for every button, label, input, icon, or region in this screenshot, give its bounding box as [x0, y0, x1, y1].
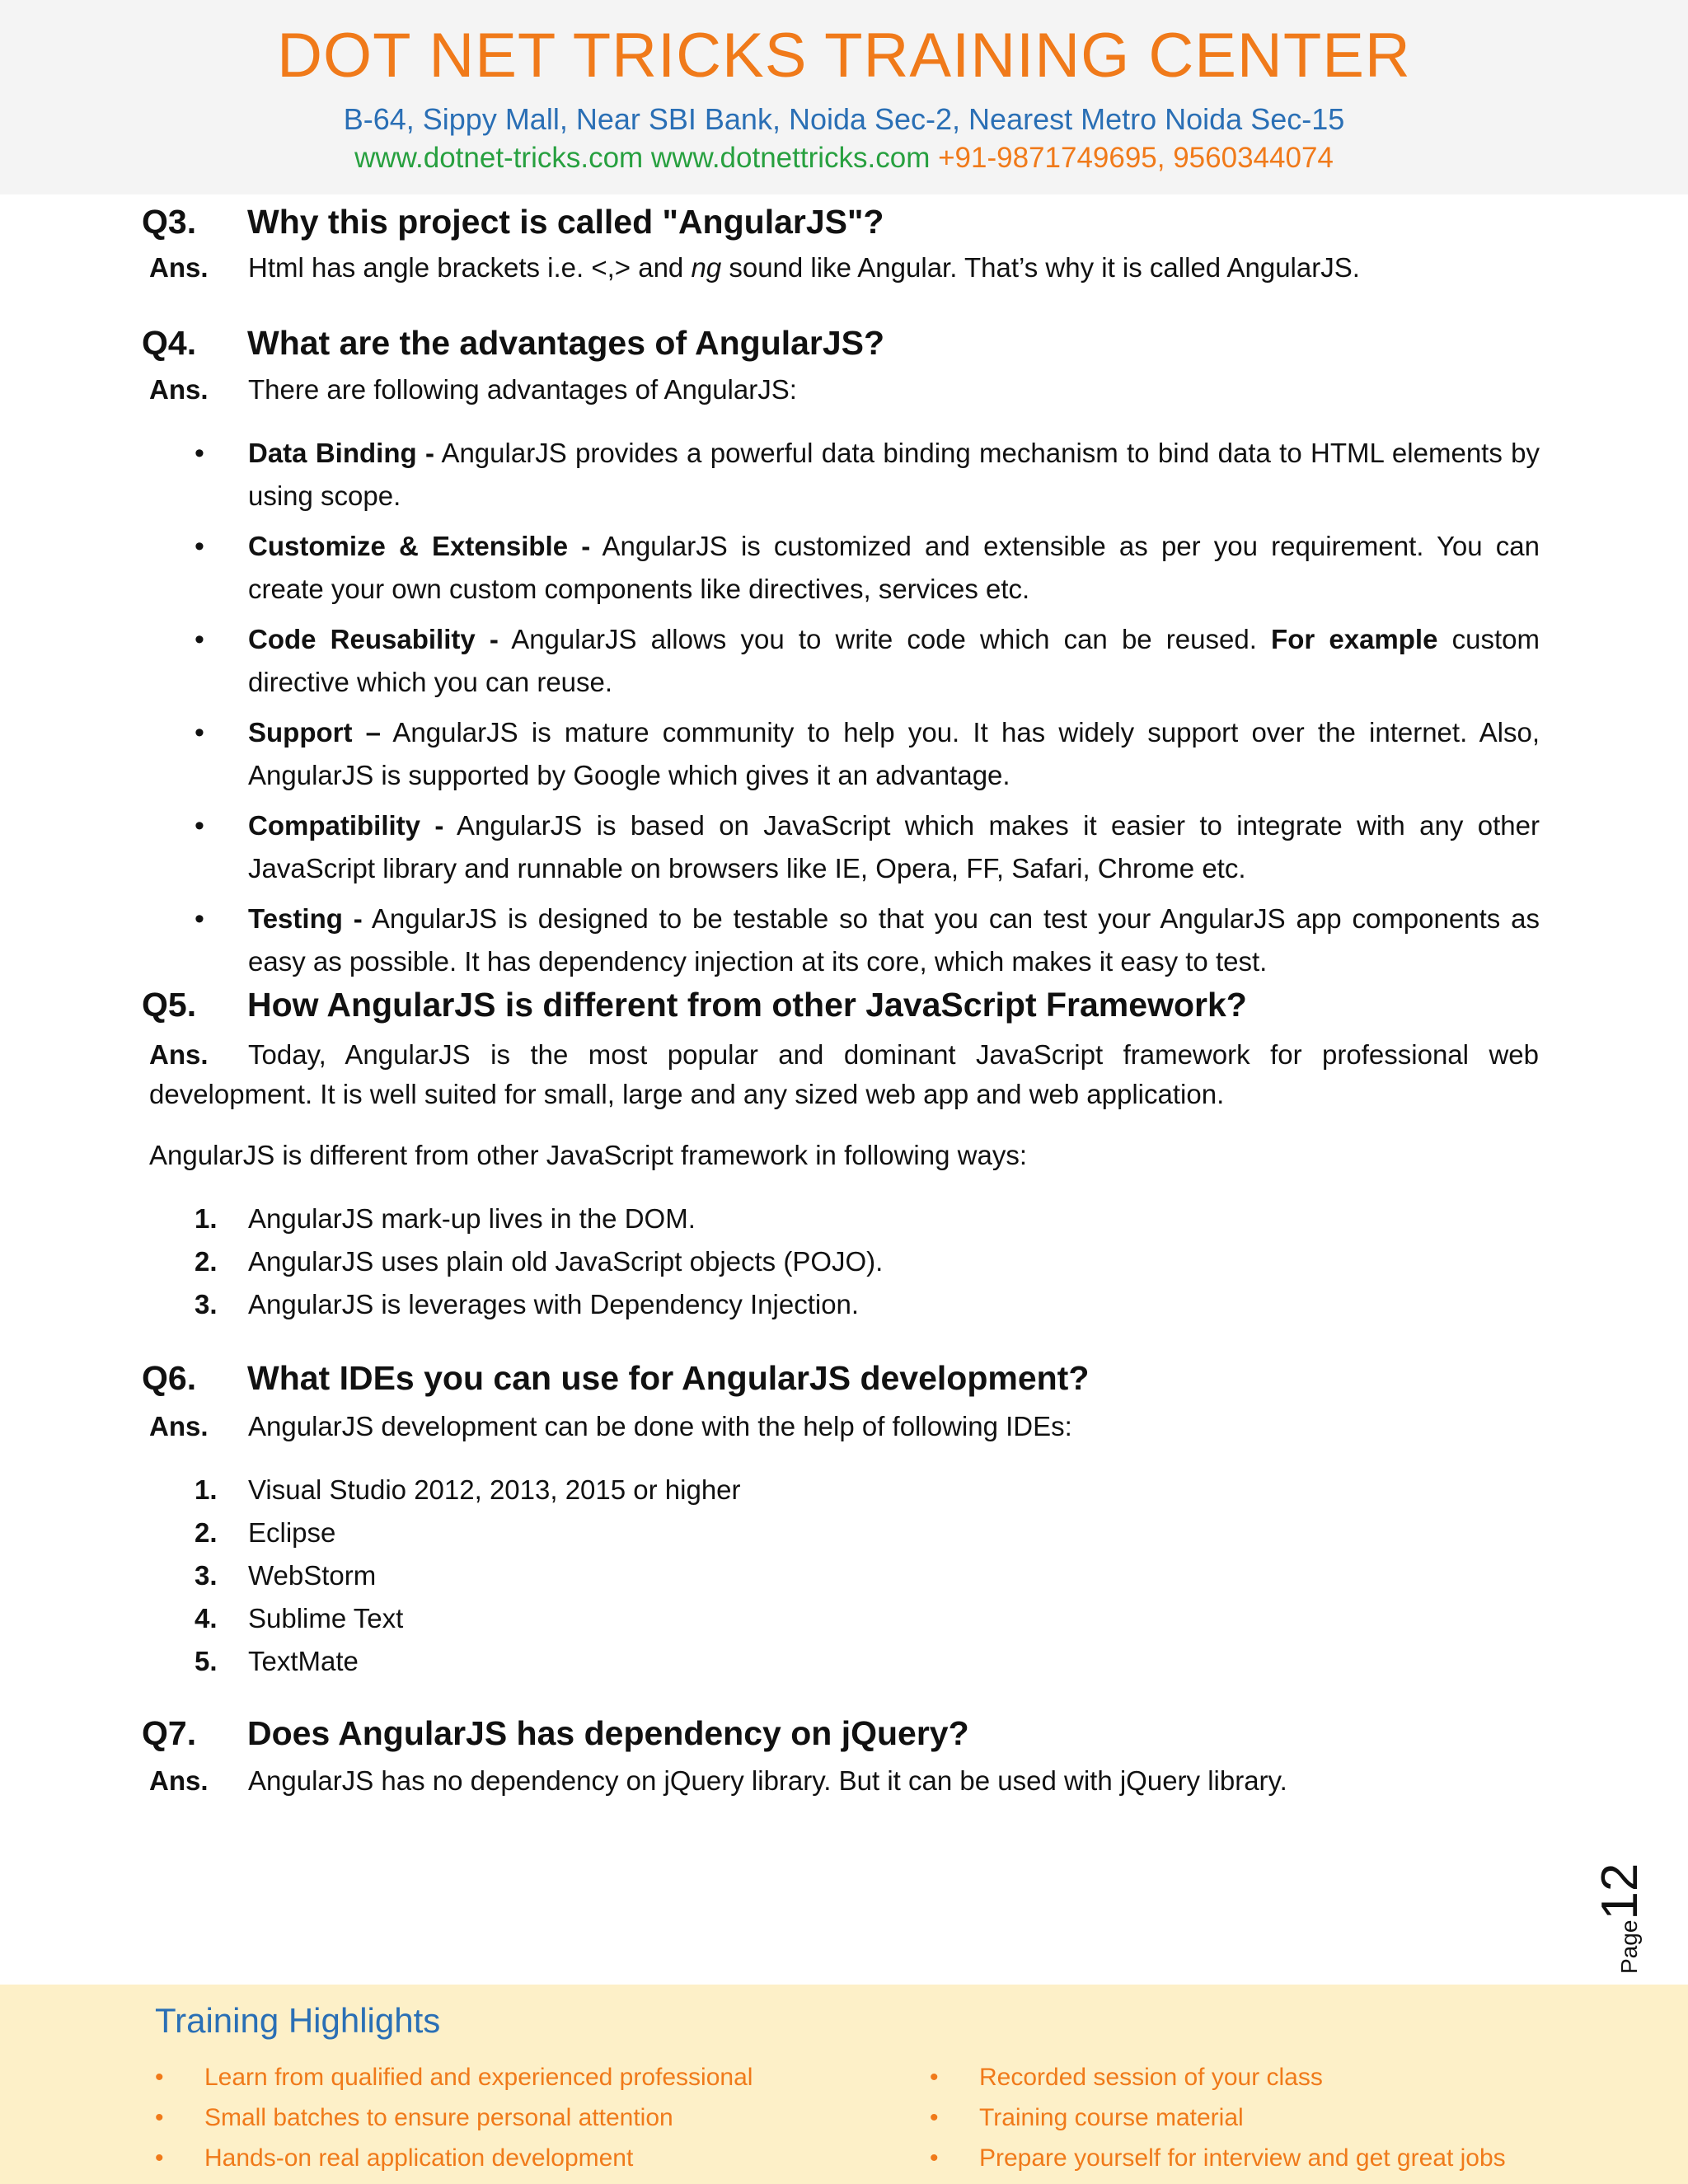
list-item: • Data Binding - AngularJS provides a powerful data binding mechanism to bind data to HTML elements by using scope.: [195, 438, 1540, 511]
question-number: Q4.: [142, 324, 197, 362]
training-highlights-footer: [0, 1985, 1688, 2184]
question-number: Q6.: [142, 1359, 197, 1397]
page-label: Page: [1616, 1919, 1642, 1974]
answer-text: There are following advantages of AngularJS:: [248, 374, 797, 405]
list-item: • Testing - AngularJS is designed to be testable so that you can test your AngularJS app components as easy as possible. It has dependency injection at its core, which makes it easy to test.: [195, 903, 1540, 977]
header-title: DOT NET TRICKS TRAINING CENTER: [277, 21, 1411, 91]
list-item: 1. AngularJS mark-up lives in the DOM.: [195, 1203, 696, 1234]
page-number-value: 12: [1592, 1863, 1648, 1920]
question-text: Why this project is called "AngularJS"?: [247, 203, 884, 241]
advantages-list: [195, 432, 1540, 991]
list-item: • Recorded session of your class: [930, 2064, 1323, 2091]
answer-text: AngularJS development can be done with the help of following IDEs:: [248, 1411, 1072, 1441]
list-item: 1. Visual Studio 2012, 2013, 2015 or higher: [195, 1474, 741, 1505]
page-header: [0, 0, 1688, 194]
answer-q5: [149, 1035, 1539, 1114]
list-item: • Support – AngularJS is mature community to help you. It has widely support over the internet. Also, AngularJS is supported by Google which gives it an advantage.: [195, 717, 1540, 790]
answer-label: Ans.: [149, 374, 209, 405]
question-number: Q7.: [142, 1714, 197, 1752]
list-item: 5. TextMate: [195, 1646, 359, 1676]
list-item: • Compatibility - AngularJS is based on JavaScript which makes it easier to integrate with any other JavaScript library and runnable on browsers like IE, Opera, FF, Safari, Chrome etc.: [195, 810, 1540, 883]
list-item: 3. AngularJS is leverages with Dependency Injection.: [195, 1289, 860, 1319]
answer-label: Ans.: [149, 1411, 209, 1441]
question-number: Q5.: [142, 986, 197, 1024]
answer-label: Ans.: [149, 1765, 209, 1796]
list-item: • Learn from qualified and experienced professional: [155, 2064, 753, 2091]
list-item: • Training course material: [930, 2104, 1244, 2131]
answer-text: Html has angle brackets i.e. <,> and ng sound like Angular. That’s why it is called AngularJS.: [248, 252, 1360, 283]
list-item: • Customize & Extensible - AngularJS is customized and extensible as per you requirement. You can create your own custom components like directives, services etc.: [195, 531, 1540, 604]
footer-column-right: [930, 2057, 1506, 2178]
list-item: 3. WebStorm: [195, 1560, 377, 1591]
list-item: 2. AngularJS uses plain old JavaScript objects (POJO).: [195, 1246, 884, 1277]
question-text: How AngularJS is different from other JavaScript Framework?: [247, 986, 1247, 1024]
page-content: [0, 194, 1688, 1966]
question-text: What are the advantages of AngularJS?: [247, 324, 885, 362]
header-contact: [0, 142, 1688, 175]
list-item: • Code Reusability - AngularJS allows you to write code which can be reused. For example custom directive which you can reuse.: [195, 624, 1540, 697]
page-number: [1591, 1850, 1648, 1982]
answer-text: AngularJS has no dependency on jQuery library. But it can be used with jQuery library.: [248, 1765, 1287, 1796]
answer-text: Today, AngularJS is the most popular and dominant JavaScript framework for professional web development. It is well suited for small, large and any sized web app and web application.: [149, 1039, 1539, 1109]
list-item: 4. Sublime Text: [195, 1603, 404, 1633]
ide-list: [195, 1469, 741, 1683]
list-item: • Prepare yourself for interview and get great jobs: [930, 2144, 1506, 2172]
list-item: • Small batches to ensure personal attention: [155, 2104, 673, 2131]
header-address: B-64, Sippy Mall, Near SBI Bank, Noida Sec-2, Nearest Metro Noida Sec-15: [343, 102, 1345, 136]
list-item: 2. Eclipse: [195, 1517, 336, 1548]
header-phones: +91-9871749695, 9560344074: [938, 142, 1334, 174]
q5-intro: AngularJS is different from other JavaScript framework in following ways:: [149, 1140, 1027, 1170]
answer-label: Ans.: [149, 252, 209, 283]
question-text: Does AngularJS has dependency on jQuery?: [247, 1714, 969, 1752]
question-text: What IDEs you can use for AngularJS development?: [247, 1359, 1090, 1397]
list-item: • Hands-on real application development: [155, 2144, 634, 2172]
q5-list: [195, 1197, 883, 1326]
question-number: Q3.: [142, 203, 197, 241]
footer-heading: Training Highlights: [155, 2001, 441, 2040]
footer-column-left: [155, 2057, 753, 2178]
header-websites[interactable]: www.dotnet-tricks.com www.dotnettricks.com: [354, 142, 931, 174]
answer-label: Ans.: [149, 1039, 209, 1070]
